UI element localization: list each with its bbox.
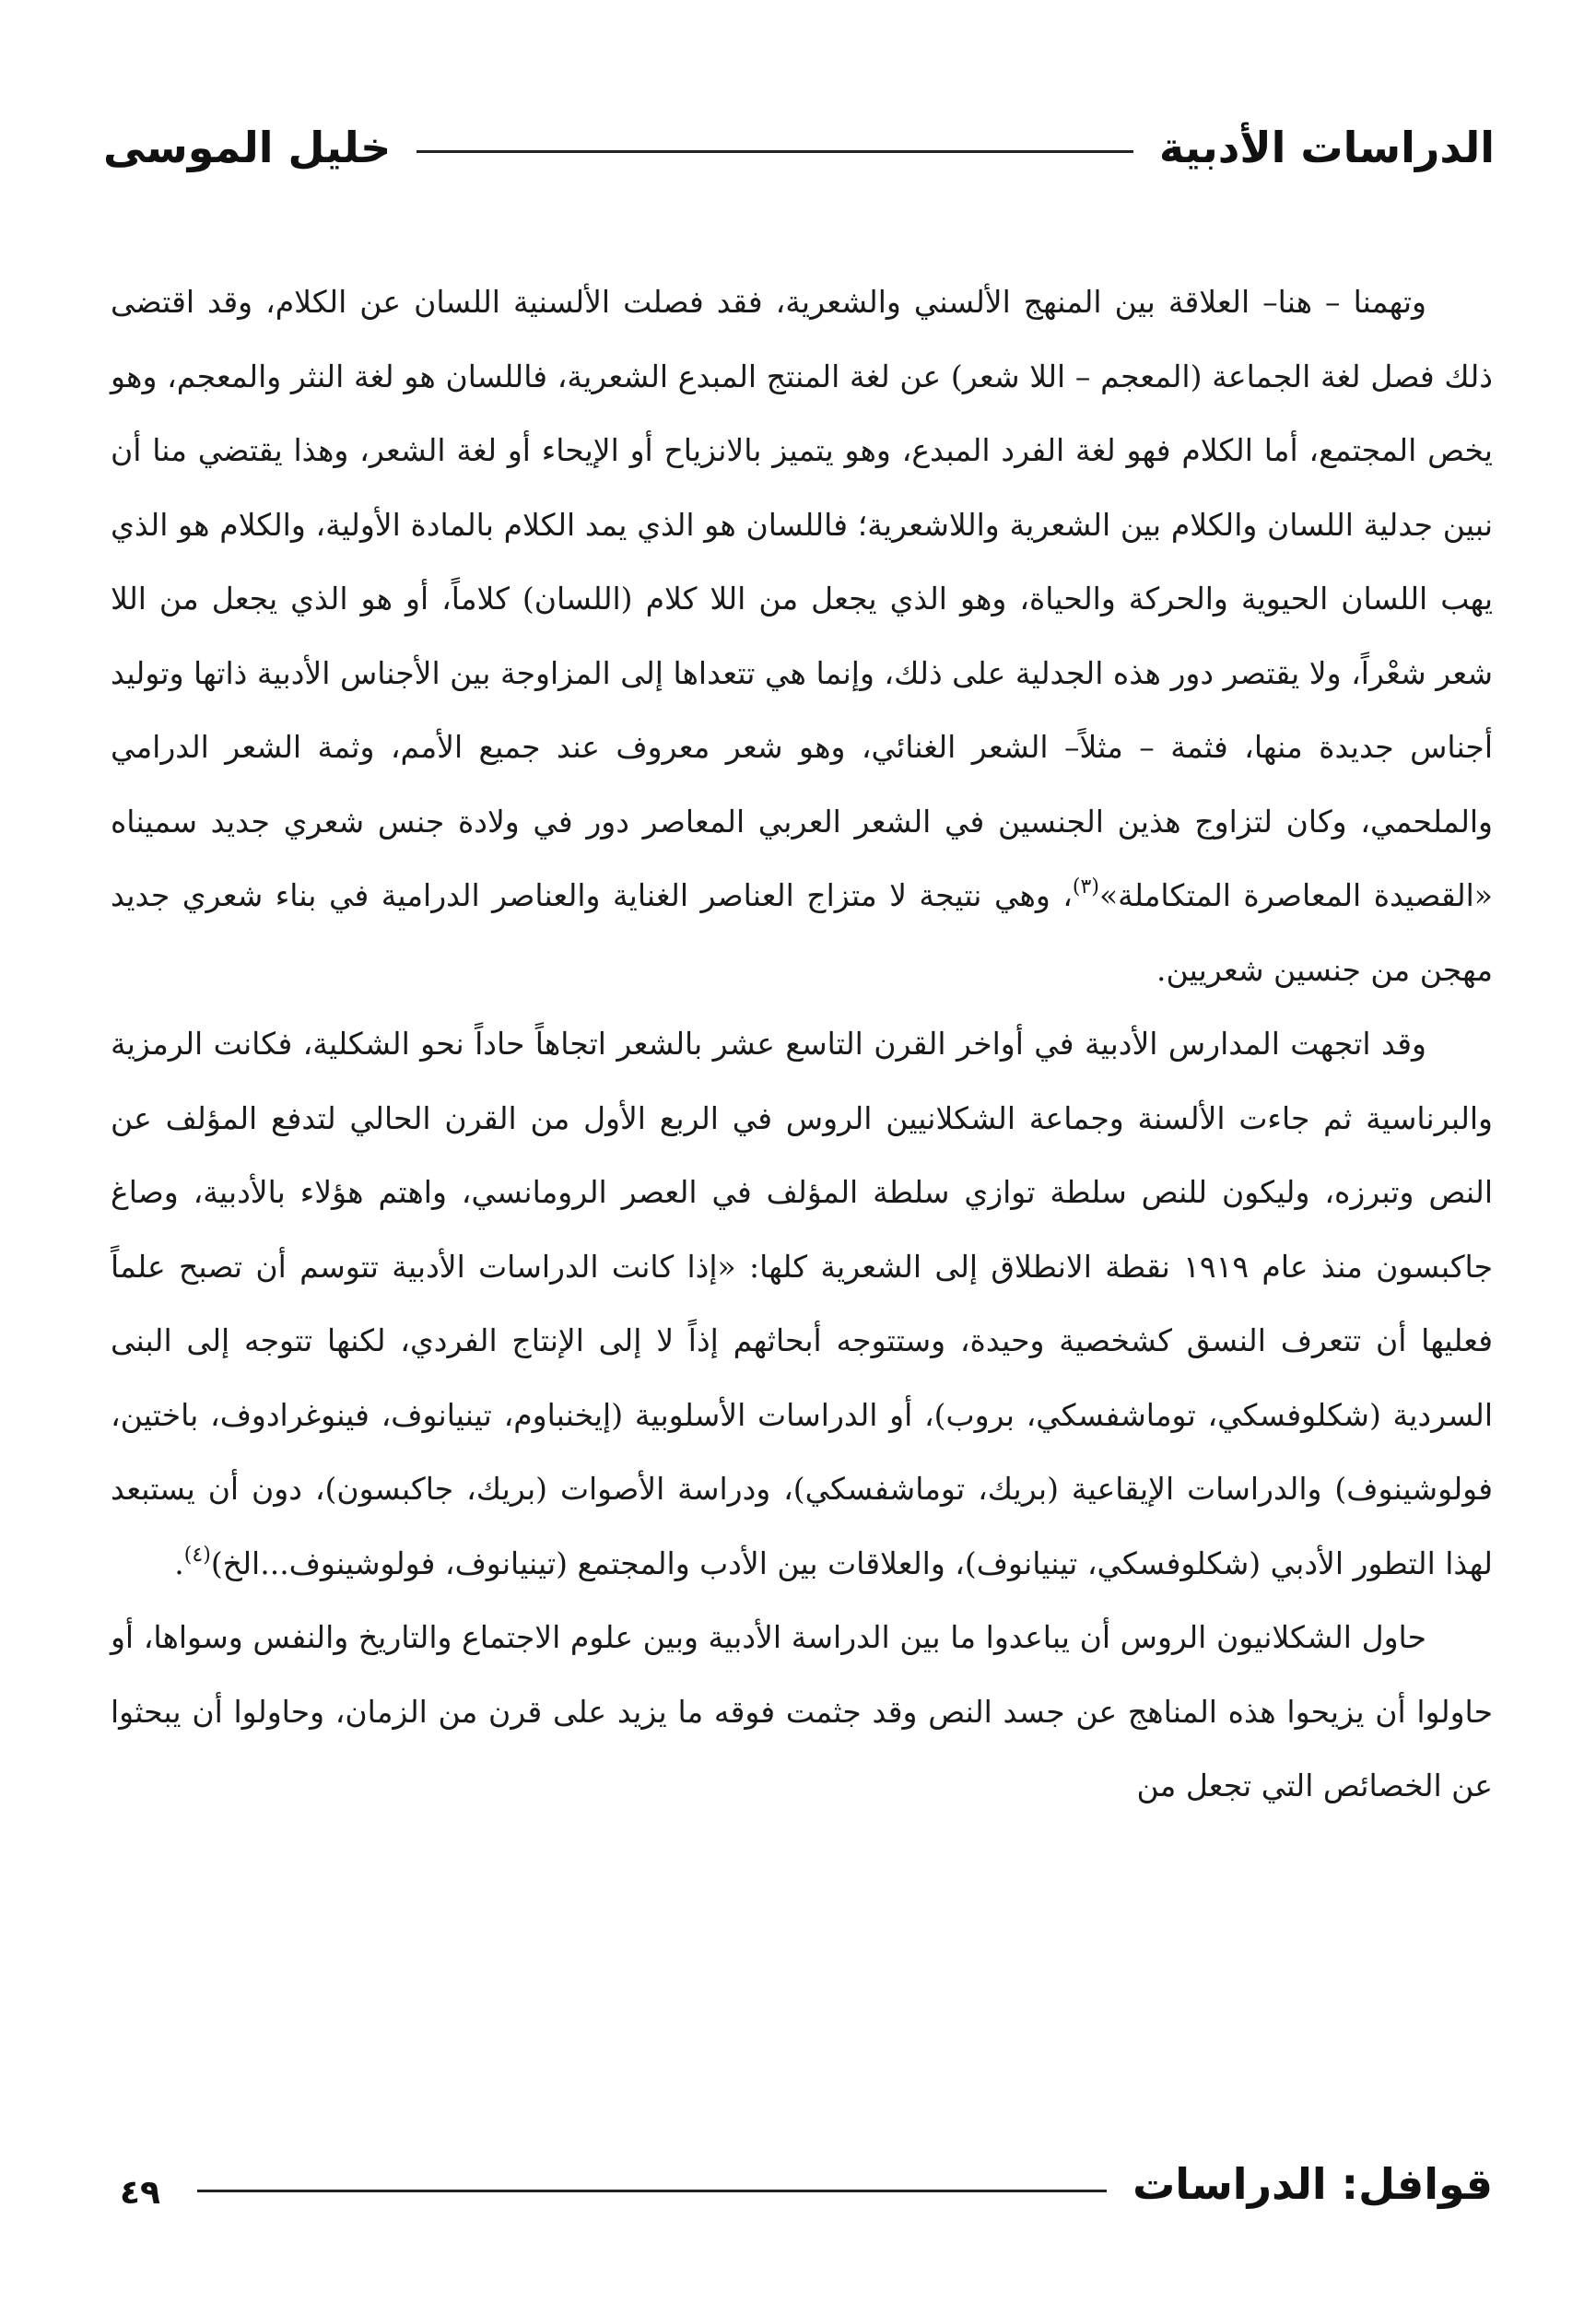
header-rule bbox=[417, 150, 1133, 153]
footer-journal-title: قوافل: الدراسات bbox=[1132, 2159, 1493, 2209]
body-text bbox=[111, 265, 1493, 1824]
footer-rule bbox=[197, 2190, 1107, 2192]
footnote-ref-3: (٣) bbox=[1072, 875, 1099, 898]
paragraph-2 bbox=[111, 1007, 1493, 1601]
header-author: خليل الموسى bbox=[103, 123, 392, 172]
header-title: الدراسات الأدبية bbox=[1158, 123, 1495, 172]
running-footer bbox=[120, 2147, 1493, 2221]
footnote-ref-4: (٤) bbox=[183, 1543, 211, 1567]
paragraph-3-text: حاول الشكلانيون الروس أن يباعدوا ما بين الدراسة الأدبية وبين علوم الاجتماع والتاريخ والنفس وسواها، أو حاولوا أن يزيحوا هذه المناهج عن جسد النص وقد جثمت فوقه ما يزيد على قرن من الزمان، وحاولوا أن يبحثوا عن الخصائص التي تجعل من bbox=[111, 1619, 1493, 1803]
running-header bbox=[103, 111, 1495, 184]
paragraph-2-text: وقد اتجهت المدارس الأدبية في أواخر القرن التاسع عشر بالشعر اتجاهاً حاداً نحو الشكلية، فكانت الرمزية والبرناسية ثم جاءت الألسنة وجماعة الشكلانيين الروس في الربع الأول من القرن الحالي لتدفع المؤلف عن النص وتبرزه، وليكون للنص سلطة توازي سلطة المؤلف في العصر الرومانسي، واهتم هؤلاء بالأدبية، وصاغ جاكبسون منذ عام ١٩١٩ نقطة الانطلاق إلى الشعرية كلها: «إذا كانت الدراسات الأدبية تتوسم أن تصبح علماً فعليها أن تتعرف النسق كشخصية وحيدة، وستتوجه أبحاثهم إذاً لا إلى الإنتاج الفردي، لكنها تتوجه إلى البنى السردية (شكلوفسكي، توماشفسكي، بروب)، أو الدراسات الأسلوبية (إيخنباوم، تينيانوف، فينوغرادوف، باختين، فولوشينوف) والدراسات الإيقاعية (بريك، توماشفسكي)، ودراسة الأصوات (بريك، جاكبسون)، دون أن يستبعد لهذا التطور الأدبي (شكلوفسكي، تينيانوف)، والعلاقات بين الأدب والمجتمع (تينيانوف، فولوشينوف...الخ) bbox=[111, 1026, 1493, 1581]
paragraph-1-text: وتهمنا – هنا– العلاقة بين المنهج الألسني والشعرية، فقد فصلت الألسنية اللسان عن الكلام، وقد اقتضى ذلك فصل لغة الجماعة (المعجم – اللا شعر) عن لغة المنتج المبدع الشعرية، فاللسان هو لغة النثر والمعجم، وهو يخص المجتمع، أما الكلام فهو لغة الفرد المبدع، وهو يتميز بالانزياح أو الإيحاء أو لغة الشعر، وهذا يقتضي منا أن نبين جدلية اللسان والكلام بين الشعرية واللاشعرية؛ فاللسان هو الذي يمد الكلام بالمادة الأولية، والكلام هو الذي يهب اللسان الحيوية والحركة والحياة، وهو الذي يجعل من اللا كلام (اللسان) كلاماً، أو هو الذي يجعل من اللا شعر شعْراً، ولا يقتصر دور هذه الجدلية على ذلك، وإنما هي تتعداها إلى المزاوجة بين الأجناس الأدبية ذاتها وتوليد أجناس جديدة منها، فثمة – مثلاً– الشعر الغنائي، وهو شعر معروف عند جميع الأمم، وثمة الشعر الدرامي والملحمي، وكان لتزاوج هذين الجنسين في الشعر العربي المعاصر دور في ولادة جنس شعري جديد سميناه «القصيدة المعاصرة المتكاملة» bbox=[111, 284, 1493, 913]
paragraph-2-tail: . bbox=[174, 1544, 184, 1581]
paragraph-1-tail: ، وهي نتيجة لا متزاج العناصر الغناية والعناصر الدرامية في بناء شعري جديد مهجن من جنسين شعريين. bbox=[111, 877, 1493, 988]
paragraph-1 bbox=[111, 265, 1493, 1007]
page-number: ٤٩ bbox=[120, 2173, 160, 2212]
paragraph-3 bbox=[111, 1601, 1493, 1824]
